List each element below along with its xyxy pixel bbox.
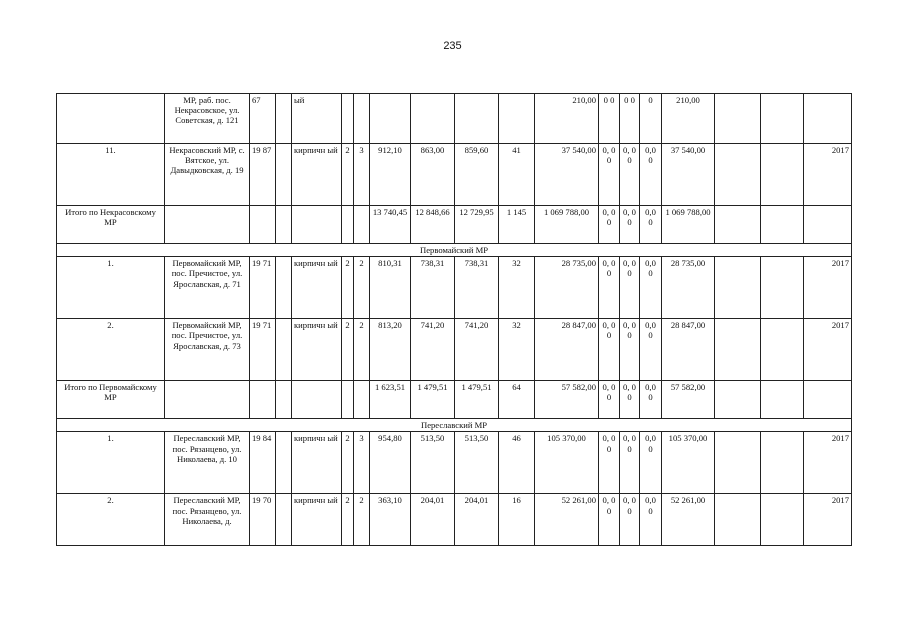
- section-row: [57, 419, 852, 432]
- cell-area-2: 204,01: [411, 494, 455, 546]
- cell-floors: 2: [342, 257, 354, 319]
- housing-program-table: [56, 93, 852, 546]
- cell-total-area: 813,20: [370, 319, 411, 381]
- cell-share-3: 0,0 0: [640, 144, 662, 206]
- page-number: 235: [443, 40, 462, 52]
- cell-share-1: 0, 0 0: [599, 144, 620, 206]
- cell-material: кирпичн ый: [292, 494, 342, 546]
- cell-area-2: [411, 94, 455, 144]
- section-title: Переславский МР: [57, 419, 852, 432]
- cell-cost-2: 1 069 788,00: [662, 206, 715, 244]
- table-row: [57, 257, 852, 319]
- cell-empty: [761, 257, 804, 319]
- cell-address: Первомайский МР, пос. Пречистое, ул. Ярославская, д. 73: [165, 319, 250, 381]
- cell-entrances: 2: [354, 494, 370, 546]
- cell-share-1: 0, 0 0: [599, 206, 620, 244]
- cell-total-area: 810,31: [370, 257, 411, 319]
- cell-share-2: 0, 0 0: [620, 257, 640, 319]
- cell-share-3: 0,0 0: [640, 494, 662, 546]
- cell-empty: [761, 319, 804, 381]
- cell-entrances: 3: [354, 432, 370, 494]
- cell-entrances: [354, 94, 370, 144]
- cell-material: кирпичн ый: [292, 257, 342, 319]
- cell-total-area: 363,10: [370, 494, 411, 546]
- cell-share-1: 0, 0 0: [599, 494, 620, 546]
- cell-material: кирпичн ый: [292, 432, 342, 494]
- cell-area-2: 738,31: [411, 257, 455, 319]
- cell-share-1: 0, 0 0: [599, 257, 620, 319]
- cell-empty: [761, 381, 804, 419]
- cell-year: 19 70: [250, 494, 276, 546]
- cell-share-3: 0,0 0: [640, 381, 662, 419]
- table-row: [57, 494, 852, 546]
- table-row: [57, 94, 852, 144]
- cell-material: кирпичн ый: [292, 144, 342, 206]
- cell-empty: [761, 144, 804, 206]
- cell-cost-2: 28 735,00: [662, 257, 715, 319]
- cell-residents: 32: [499, 319, 535, 381]
- cell-cost: 28 735,00: [535, 257, 599, 319]
- cell-share-2: 0, 0 0: [620, 432, 640, 494]
- cell-year: 19 71: [250, 319, 276, 381]
- cell-area-2: 513,50: [411, 432, 455, 494]
- cell-address: МР, раб. пос. Некрасовское, ул. Советская, д. 121: [165, 94, 250, 144]
- cell-num: 11.: [57, 144, 165, 206]
- cell-share-2: 0, 0 0: [620, 381, 640, 419]
- cell-floors: 2: [342, 432, 354, 494]
- cell-cost: 210,00: [535, 94, 599, 144]
- cell-empty: [761, 94, 804, 144]
- cell-completion-year: 2017: [804, 432, 852, 494]
- cell-area-2: 1 479,51: [411, 381, 455, 419]
- cell-year: 67: [250, 94, 276, 144]
- cell-num: 2.: [57, 494, 165, 546]
- cell-completion-year: 2017: [804, 257, 852, 319]
- cell-residents: 32: [499, 257, 535, 319]
- cell-address: Некрасовский МР, с. Вятское, ул. Давыдковская, д. 19: [165, 144, 250, 206]
- cell-area-2: 741,20: [411, 319, 455, 381]
- cell-residents: 46: [499, 432, 535, 494]
- cell-area-3: 1 479,51: [455, 381, 499, 419]
- cell-num: 2.: [57, 319, 165, 381]
- cell-share-1: 0, 0 0: [599, 381, 620, 419]
- cell-empty: [761, 432, 804, 494]
- cell-cost: 52 261,00: [535, 494, 599, 546]
- cell-area-3: 513,50: [455, 432, 499, 494]
- cell-completion-year: [804, 94, 852, 144]
- cell-empty: [761, 206, 804, 244]
- cell-share-3: 0: [640, 94, 662, 144]
- cell-area-3: [455, 94, 499, 144]
- cell-cost: 28 847,00: [535, 319, 599, 381]
- cell-cost-2: 37 540,00: [662, 144, 715, 206]
- cell-num: 1.: [57, 257, 165, 319]
- cell-entrances: 3: [354, 144, 370, 206]
- cell-address: Переславский МР, пос. Рязанцево, ул. Николаева, д. 10: [165, 432, 250, 494]
- cell-area-3: 204,01: [455, 494, 499, 546]
- cell-num: [57, 94, 165, 144]
- cell-completion-year: 2017: [804, 319, 852, 381]
- cell-share-2: 0, 0 0: [620, 206, 640, 244]
- cell-share-1: 0 0: [599, 94, 620, 144]
- cell-share-2: 0 0: [620, 94, 640, 144]
- table-row-total: [57, 381, 852, 419]
- cell-area-3: 12 729,95: [455, 206, 499, 244]
- table-row: [57, 432, 852, 494]
- cell-share-2: 0, 0 0: [620, 144, 640, 206]
- cell-share-3: 0,0 0: [640, 432, 662, 494]
- cell-floors: 2: [342, 494, 354, 546]
- cell-cost-2: 57 582,00: [662, 381, 715, 419]
- cell-floors: 2: [342, 144, 354, 206]
- table-row: [57, 319, 852, 381]
- cell-cost-2: 210,00: [662, 94, 715, 144]
- cell-cost: 105 370,00: [535, 432, 599, 494]
- cell-year: 19 84: [250, 432, 276, 494]
- cell-empty: [761, 494, 804, 546]
- cell-share-3: 0,0 0: [640, 319, 662, 381]
- cell-area-2: 12 848,66: [411, 206, 455, 244]
- table-row-total: [57, 206, 852, 244]
- cell-material: кирпичн ый: [292, 319, 342, 381]
- cell-share-1: 0, 0 0: [599, 432, 620, 494]
- cell-cost-2: 28 847,00: [662, 319, 715, 381]
- cell-entrances: 2: [354, 319, 370, 381]
- cell-share-2: 0, 0 0: [620, 494, 640, 546]
- cell-total-area: 954,80: [370, 432, 411, 494]
- cell-material: ый: [292, 94, 342, 144]
- cell-address: Первомайский МР, пос. Пречистое, ул. Ярославская, д. 71: [165, 257, 250, 319]
- cell-year: 19 71: [250, 257, 276, 319]
- cell-share-3: 0,0 0: [640, 257, 662, 319]
- cell-residents: 1 145: [499, 206, 535, 244]
- cell-area-3: 741,20: [455, 319, 499, 381]
- cell-cost: 1 069 788,00: [535, 206, 599, 244]
- cell-area-3: 738,31: [455, 257, 499, 319]
- cell-cost-2: 52 261,00: [662, 494, 715, 546]
- cell-floors: [342, 94, 354, 144]
- cell-num: 1.: [57, 432, 165, 494]
- cell-residents: 16: [499, 494, 535, 546]
- cell-completion-year: [804, 381, 852, 419]
- cell-completion-year: 2017: [804, 144, 852, 206]
- cell-cost-2: 105 370,00: [662, 432, 715, 494]
- cell-area-3: 859,60: [455, 144, 499, 206]
- cell-year: 19 87: [250, 144, 276, 206]
- cell-completion-year: 2017: [804, 494, 852, 546]
- cell-total-area: 1 623,51: [370, 381, 411, 419]
- total-label: Итого по Первомайскому МР: [57, 381, 165, 419]
- cell-floors: 2: [342, 319, 354, 381]
- total-label: Итого по Некрасовскому МР: [57, 206, 165, 244]
- cell-share-2: 0, 0 0: [620, 319, 640, 381]
- cell-residents: 41: [499, 144, 535, 206]
- table-row: [57, 144, 852, 206]
- cell-address: Переславский МР, пос. Рязанцево, ул. Николаева, д.: [165, 494, 250, 546]
- section-row: [57, 244, 852, 257]
- cell-total-area: [370, 94, 411, 144]
- cell-share-1: 0, 0 0: [599, 319, 620, 381]
- cell-residents: [499, 94, 535, 144]
- cell-cost: 37 540,00: [535, 144, 599, 206]
- cell-total-area: 912,10: [370, 144, 411, 206]
- cell-completion-year: [804, 206, 852, 244]
- cell-residents: 64: [499, 381, 535, 419]
- cell-cost: 57 582,00: [535, 381, 599, 419]
- cell-share-3: 0,0 0: [640, 206, 662, 244]
- cell-area-2: 863,00: [411, 144, 455, 206]
- cell-total-area: 13 740,45: [370, 206, 411, 244]
- cell-entrances: 2: [354, 257, 370, 319]
- section-title: Первомайский МР: [57, 244, 852, 257]
